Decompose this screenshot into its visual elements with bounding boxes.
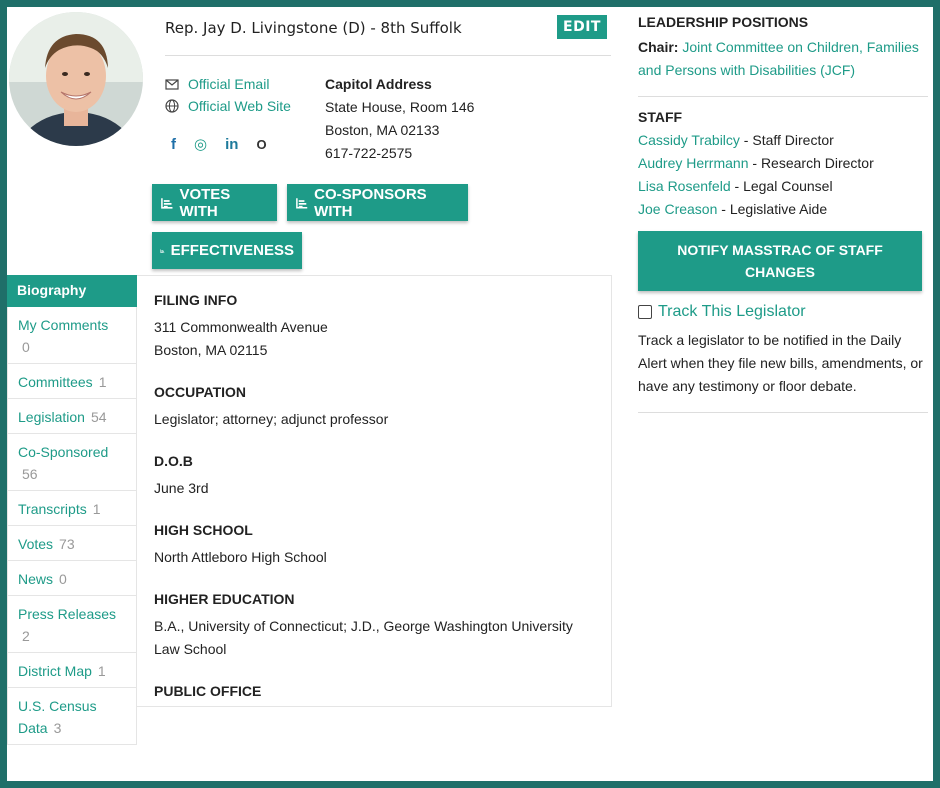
track-label: Track This Legislator [658,303,806,320]
public-office-section [154,683,594,699]
high-school-value: North Attleboro High School [154,549,327,565]
dob-section [154,453,594,500]
staff-member [638,152,928,175]
contact-links [165,73,291,117]
section-heading: FILING INFO [154,292,238,308]
occupation-section [154,384,594,431]
sidebar-item-label: Press Releases [18,606,117,622]
sidebar-item-press-releases[interactable] [7,596,137,653]
sidebar-item-label: District Map [18,663,92,679]
sidebar-item-votes[interactable] [7,526,137,561]
role-label: Chair: [638,39,679,55]
leadership-heading: LEADERSHIP POSITIONS [638,14,809,30]
globe-icon [165,99,179,113]
sidebar-item-label: News [18,571,54,587]
votes-with-label: VOTES WITH [179,185,231,220]
capitol-address-label: Capitol Address [325,76,432,92]
capitol-line2: Boston, MA 02133 [325,122,440,138]
other-social-icon[interactable]: O [256,136,267,152]
leadership-position [638,36,928,82]
sidebar-item-count: 1 [92,501,101,517]
higher-education-value: B.A., University of Connecticut; J.D., George Washington University Law School [154,618,573,657]
sidebar-nav [7,275,137,745]
section-heading: PUBLIC OFFICE [154,683,262,699]
notify-staff-changes-button[interactable]: NOTIFY MASSTRAC OF STAFF CHANGES [638,231,922,291]
staff-role: - Legislative Aide [717,201,828,217]
email-icon [165,77,179,91]
staff-role: - Staff Director [739,132,834,148]
right-column [638,14,928,425]
sidebar-item-count: 0 [59,571,67,587]
section-heading: HIGHER EDUCATION [154,591,295,607]
staff-member [638,175,928,198]
sidebar-item-count: 1 [98,374,107,390]
sidebar-item-biography[interactable]: Biography [7,275,137,307]
chart-icon [160,244,165,258]
divider [638,412,928,413]
track-checkbox[interactable] [638,305,652,319]
filing-line1: 311 Commonwealth Avenue [154,319,328,335]
votes-with-button[interactable] [152,184,277,221]
legislator-name: Rep. Jay D. Livingstone (D) - 8th Suffolk [165,19,462,37]
official-email-link[interactable]: Official Email [188,76,270,92]
facebook-icon[interactable]: f [171,135,176,153]
staff-list [638,129,928,221]
effectiveness-label: EFFECTIVENESS [170,242,294,259]
sidebar-item-label: U.S. Census Data [18,698,97,736]
sidebar-item-label: Legislation [18,409,85,425]
avatar [9,12,143,146]
sidebar-item-count: 3 [53,720,62,736]
staff-role: - Legal Counsel [730,178,833,194]
staff-name-link[interactable]: Joe Creason [638,201,718,217]
dob-value: June 3rd [154,480,209,496]
sidebar-item-committees[interactable] [7,364,137,399]
staff-name-link[interactable]: Cassidy Trabilcy [638,132,740,148]
sidebar-item-count: 56 [22,466,38,482]
sidebar-item-label: My Comments [18,317,109,333]
capitol-phone: 617-722-2575 [325,145,413,161]
sidebar-item-count: 54 [90,409,107,425]
staff-name-link[interactable]: Audrey Herrmann [638,155,749,171]
sidebar-item-count: 0 [22,339,30,355]
high-school-section [154,522,594,569]
sidebar-item-count: 73 [59,536,75,552]
track-legislator-toggle[interactable] [638,303,928,321]
effectiveness-button[interactable] [152,232,302,269]
staff-member [638,129,928,152]
sidebar-item-label: Co-Sponsored [18,444,109,460]
filing-info-section [154,292,594,362]
sidebar-item-label: Votes [18,536,54,552]
capitol-address [325,73,474,165]
section-heading: D.O.B [154,453,193,469]
sidebar-item-label: Transcripts [18,501,87,517]
cosponsors-with-label: CO-SPONSORS WITH [314,185,427,220]
staff-name-link[interactable]: Lisa Rosenfeld [638,178,731,194]
sidebar-item-transcripts[interactable] [7,491,137,526]
biography-panel [137,275,612,707]
staff-member [638,198,928,221]
sidebar-item-district-map[interactable] [7,653,137,688]
sidebar-item-label: Committees [18,374,93,390]
staff-role: - Research Director [748,155,874,171]
section-heading: OCCUPATION [154,384,247,400]
occupation-value: Legislator; attorney; adjunct professor [154,411,389,427]
instagram-icon[interactable]: ◎ [194,136,208,153]
filing-line2: Boston, MA 02115 [154,342,268,358]
cosponsors-with-button[interactable] [287,184,468,221]
social-links [171,135,267,153]
sidebar-item-census-data[interactable] [7,688,137,745]
staff-heading: STAFF [638,109,683,125]
sidebar-item-news[interactable] [7,561,137,596]
section-heading: HIGH SCHOOL [154,522,253,538]
sidebar-item-count: 2 [22,628,30,644]
divider [638,96,928,97]
sidebar-item-count: 1 [97,663,106,679]
official-website-link[interactable]: Official Web Site [188,98,291,114]
sidebar-item-co-sponsored[interactable] [7,434,137,491]
track-description: Track a legislator to be notified in the Daily Alert when they file new bills, amendments, or have any testimony or floor debate. [638,332,923,394]
sidebar-item-my-comments[interactable] [7,307,137,364]
edit-button[interactable]: EDIT [557,15,607,39]
capitol-line1: State House, Room 146 [325,99,475,115]
chart-icon [160,196,173,210]
linkedin-icon[interactable]: in [225,135,239,153]
page-frame [7,7,933,781]
sidebar-item-legislation[interactable] [7,399,137,434]
chart-icon [295,196,308,210]
committee-link[interactable]: Joint Committee on Children, Families and Persons with Disabilities (JCF) [638,39,919,78]
higher-education-section [154,591,594,661]
header-divider [165,55,611,56]
